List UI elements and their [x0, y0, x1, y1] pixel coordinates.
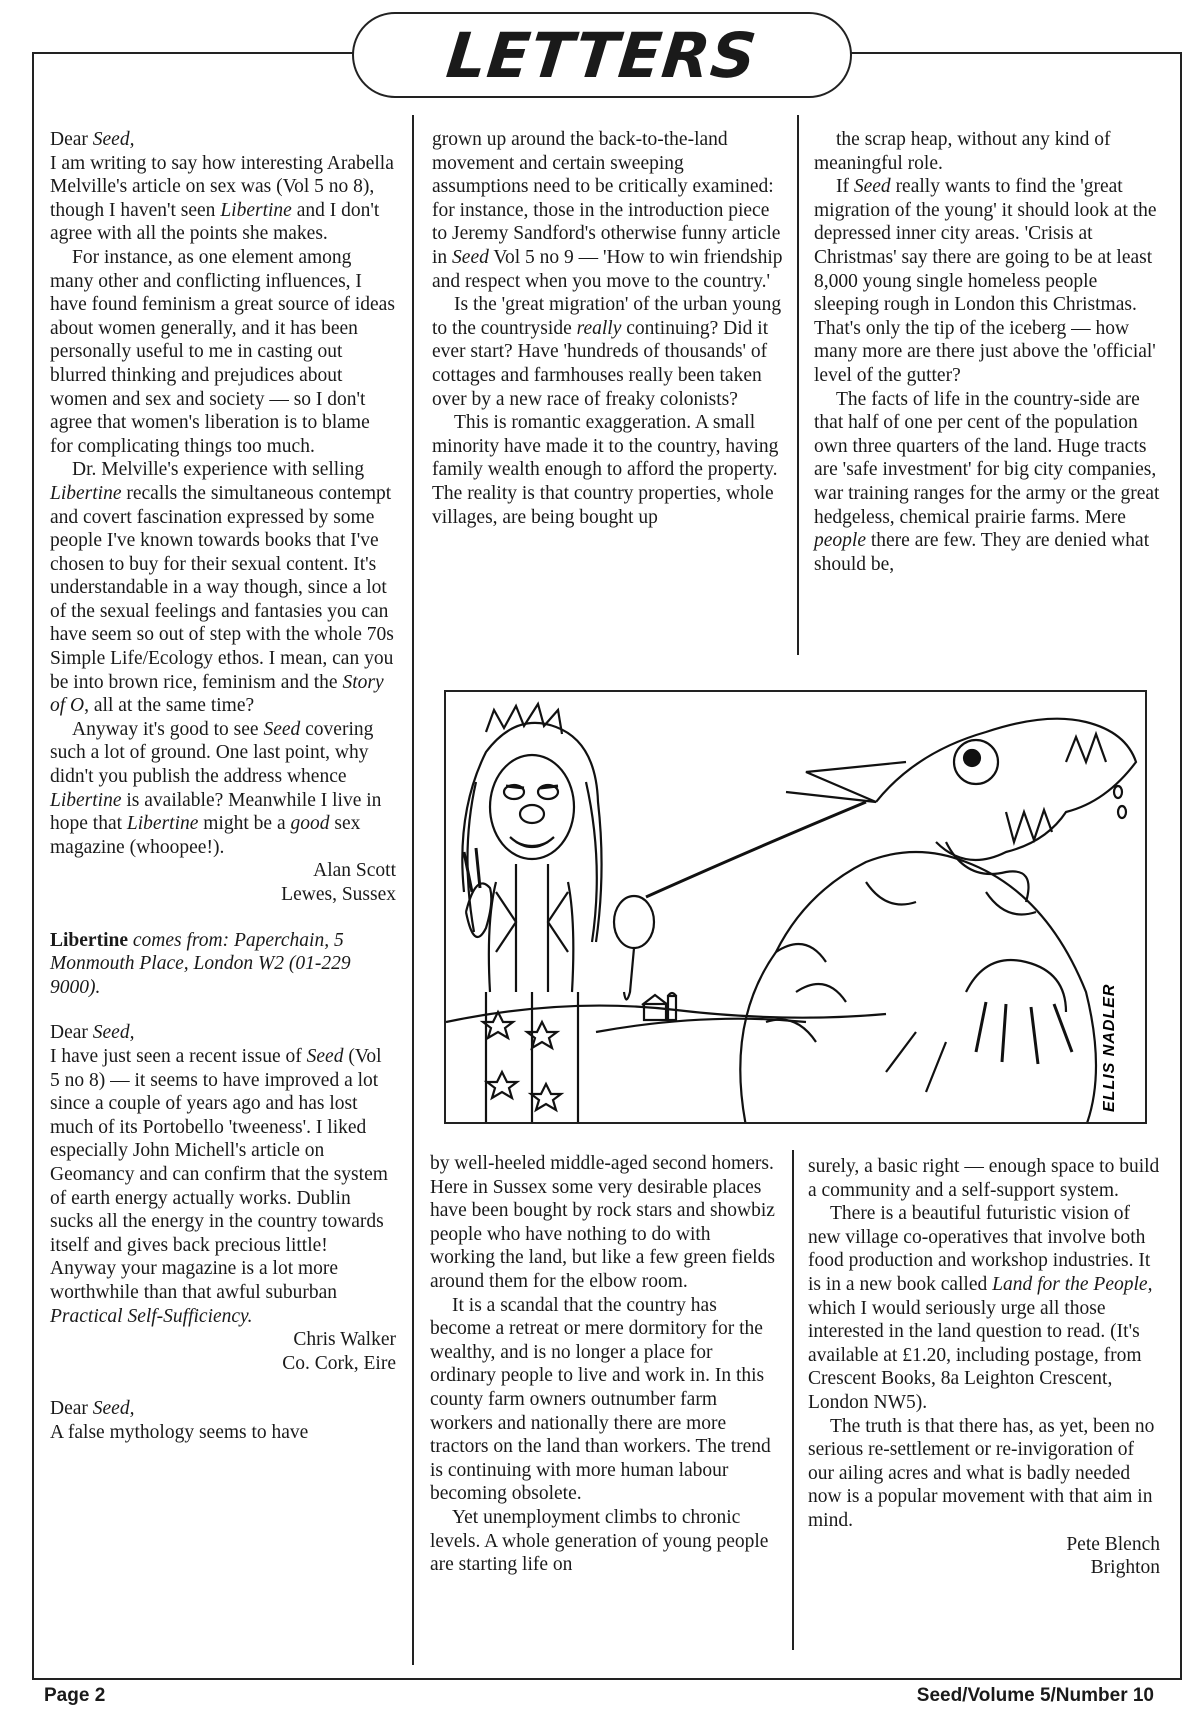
- letter3-para: grown up around the back-to-the-land movement and certain sweeping assumptions need to be critically examined: for instance, those in the introduction piece to Jeremy Sandford's otherwise funny article in Seed Vol 5 no 9 — 'How to win friendship and respect when you move to the country.': [432, 129, 783, 292]
- letter3-para: If Seed really wants to find the 'great migration of the young' it should look at the depressed inner city areas. 'Crisis at Christmas' say there are going to be at least 8,000 young single homeless people sleeping rough in London this Christmas. That's only the tip of the iceberg — how many more are there just above the 'official' level of the gutter?: [814, 176, 1157, 386]
- letter3-para: The truth is that there has, as yet, been no serious re-settlement or re-invigoration of our ailing acres and what is badly needed now is a popular movement with that aim in mind.: [808, 1415, 1155, 1531]
- letter2-para: I have just seen a recent issue of Seed (Vol 5 no 8) — it seems to have improved a lot since a couple of years ago and has lost much of its Portobello 'tweeness'. I liked especially John Michell's article on Geomancy and can confirm that the system of earth energy actually works. Dublin sucks all the energy in the country towards itself and gives back precious little! Anyway your magazine is a lot more worthwhile than that awful suburban Practical Self-Sufficiency.: [50, 1045, 388, 1327]
- column-1: [50, 128, 396, 1444]
- page-number: Page 2: [44, 1685, 106, 1706]
- letter1-para: For instance, as one element among many other and conflicting influences, I have found feminism a great source of ideas about women generally, and it has been personally useful to me in casting out blurred thinking and prejudices about women and sex and society — so I don't agree that women's liberation is to blame for complicating things too much.: [50, 246, 395, 457]
- section-title: LETTERS: [443, 18, 761, 92]
- letter3-para: the scrap heap, without any kind of meaningful role.: [814, 129, 1111, 174]
- letter1-para: Dr. Melville's experience with selling Libertine recalls the simultaneous contempt and covert fascination expressed by some people I've known towards books that I've chosen to buy for their sexual content. It's understandable in a way though, since a lot of the sexual feelings and fantasies you can have seem so out of step with the whole 70s Simple Life/Ecology ethos. I mean, can you be into brown rice, feminism and the Story of O, all at the same time?: [50, 459, 394, 717]
- letter3-signature-name: Pete Blench: [1066, 1533, 1160, 1555]
- letter3-para: It is a scandal that the country has become a retreat or mere dormitory for the wealthy, and is no longer a place for ordinary people to live and work in. In this county farm owners outnumber farm workers and nationally there are more tractors on the land than workers. The trend is continuing with more human labour becoming obsolete.: [430, 1294, 771, 1505]
- section-title-banner: [352, 12, 852, 98]
- letter3-para: This is romantic exaggeration. A small minority have made it to the country, having family wealth enough to afford the property. The reality is that country properties, whole villages, are being bought up: [432, 412, 779, 528]
- letter1-signature-name: Alan Scott: [313, 860, 396, 882]
- letter3-para: by well-heeled middle-aged second homers. Here in Sussex some very desirable places have been bought by rock stars and showbiz people who have nothing to do with working the land, but like a few green fields around them for the elbow room.: [430, 1153, 775, 1292]
- letter3-para: Is the 'great migration' of the urban young to the countryside really continuing? Did it ever start? Have 'hundreds of thousands' of cottages and farmhouses really been taken over by a new race of freaky colonists?: [432, 294, 782, 410]
- letter3-para: Yet unemployment climbs to chronic levels. A whole generation of young people are starting life on: [430, 1506, 769, 1576]
- letter3-para: There is a beautiful futuristic vision of new village co-operatives that involve both food production and workshop industries. It is in a new book called Land for the People, which I would seriously urge all those interested in the land question to read. (It's available at £1.20, including postage, from Crescent Books, 8a Leighton Crescent, London NW5).: [808, 1203, 1153, 1413]
- cartoon-illustration: [444, 690, 1147, 1124]
- letter1-salutation: Dear Seed,: [50, 129, 135, 150]
- letter2-salutation: Dear Seed,: [50, 1022, 135, 1044]
- issue-info: Seed/Volume 5/Number 10: [916, 1685, 1154, 1706]
- letter3-signature-place: Brighton: [1090, 1557, 1160, 1579]
- letter3-salutation: Dear Seed,: [50, 1398, 135, 1420]
- column-3-bottom: [808, 1155, 1160, 1580]
- illustrator-credit: ELLIS NADLER: [1101, 983, 1118, 1112]
- letter3-para: surely, a basic right — enough space to build a community and a self-support system.: [808, 1156, 1160, 1201]
- letter2-signature-place: Co. Cork, Eire: [282, 1352, 396, 1374]
- letter2-signature-name: Chris Walker: [293, 1329, 396, 1351]
- letter1-para: I am writing to say how interesting Arabella Melville's article on sex was (Vol 5 no 8), though I haven't seen Libertine and I don't agree with all the points she makes.: [50, 152, 394, 245]
- letter1-para: Anyway it's good to see Seed covering such a lot of ground. One last point, why didn't you publish the address whence Libertine is available? Meanwhile I live in hope that Libertine might be a good sex magazine (whoopee!).: [50, 718, 382, 858]
- letter3-para: A false mythology seems to have: [50, 1421, 309, 1443]
- cartoon-drawing: [446, 692, 1147, 1124]
- column-rule: [412, 115, 414, 1665]
- column-rule: [792, 1150, 794, 1650]
- editor-note: Libertine comes from: Paperchain, 5 Monmouth Place, London W2 (01-229 9000).: [50, 929, 351, 998]
- column-2-bottom: [430, 1152, 778, 1577]
- column-3-top: [814, 128, 1166, 576]
- letter3-para: The facts of life in the country-side are that half of one per cent of the population own three quarters of the land. Huge tracts are 'safe investment' for big city companies, war training ranges for the army or the great hedgeless, chemical prairie farms. Mere people there are few. They are denied what should be,: [814, 388, 1160, 575]
- letter1-signature-place: Lewes, Sussex: [281, 884, 396, 905]
- column-rule: [797, 115, 799, 655]
- column-2-top: [432, 128, 784, 529]
